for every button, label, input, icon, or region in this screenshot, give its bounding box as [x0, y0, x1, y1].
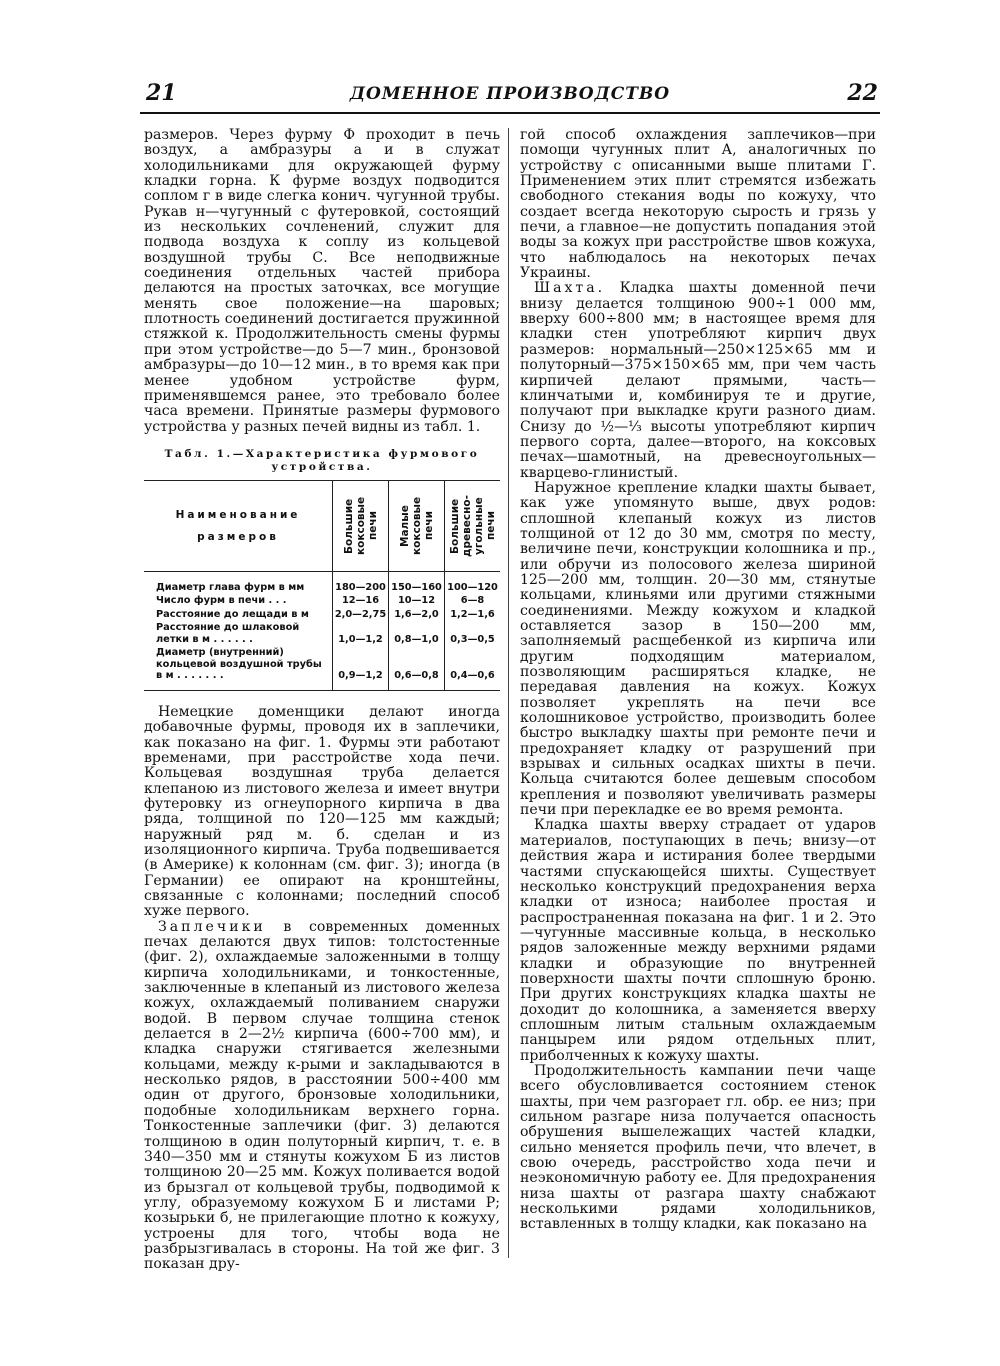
row-label: Число фурм в печи . . .: [156, 595, 287, 607]
paragraph-text: Кладка шахты доменной печи внизу делается толщиною 900÷1 000 мм, вверху 600÷800 мм; в настоящее время для кладки стен употребляют кирпич двух размеров: нормальный—250×125×65 мм и полуторный—375×150×65 мм, при чем часть кирпичей делают прямыми, часть—клинчатыми и, комбинируя те и другие, получают при выкладке круги разного диам. Снизу до ½—⅓ высоты употребляют кирпич первого сорта, далее—второго, на коксовых печах—шамотный, на древесноугольных—кварцево-глинистый.: [520, 280, 876, 481]
table-cell: 1,0—1,2: [333, 621, 389, 646]
paragraph-text: в современных доменных печах делаются двух типов: толстостенные (фиг. 2), охлаждаемые заложенными в толщу кирпича холодильниками, и тонкостенные, заключенные в клепаный из листового железа кожух, охлаждаемый поливанием снаружи водой. В первом случае толщина стенок делается в 2—2½ кирпича (600÷700 мм), и кладка снаружи стягивается железными кольцами, между к-рыми и закладываются в несколько рядов, в расстоянии 500÷400 мм один от другого, бронзовые холодильники, подобные холодильникам верхнего горна. Тонкостенные заплечики (фиг. 3) делаются толщиною в один полуторный кирпич, т. е. в 340—350 мм и стянуты кожухом Б из листов толщиною 20—25 мм. Кожух поливается водой из брызгал от кольцевой трубы, подводимой к углу, образуемому кожухом Б и листами Р; козырьки б, не прилегающие плотно к кожуху, устроены для того, чтобы вода не разбрызгивалась в стороны. На той же фиг. 3 показан дру-: [144, 918, 500, 1273]
table-cell: 150—160: [389, 571, 445, 594]
section-lead: Заплечики: [158, 918, 266, 935]
table-caption: Табл. 1.—Характеристика фурмового устройства.: [164, 447, 480, 473]
paragraph: Наружное крепление кладки шахты бывает, как уже упомянуто выше, двух родов: сплошной клепаный кожух из листов толщиной от 12 до 30 мм, смотря по месту, величине печи, конструкции колошника и пр., или обручи из полосового железа шириной 125—200 мм, толщин. 20—30 мм, стянутые кольцами, клиньями или другими стяжными соединениями. Между кожухом и кладкой оставляется зазор в 150—200 мм, заполняемый расщебенкой из кирпича или другим подходящим материалом, позволяющим расширяться кладке, не передавая давления на кожух. Кожух позволяет укреплять на печи все колошниковое устройство, производить более быстро выкладку шахты при ремонте печи и предохраняет кладку от разрушений при взрывах и сильных осадках шихты в печи. Кольца считаются более дешевым способом крепления и позволяют увеличивать размеры печи при перекладке ее во время ремонта.: [520, 479, 876, 819]
row-label: Диаметр глава фурм в мм: [156, 581, 305, 593]
table-cell: 0,8—1,0: [389, 621, 445, 646]
row-label: Расстояние до лещади в м: [156, 608, 309, 620]
table-cell: 6—8: [445, 594, 501, 608]
page-number-left: 21: [146, 80, 177, 106]
column-header: Большие древесно-угольные печи: [445, 480, 501, 571]
section-lead: Шахта.: [534, 280, 606, 297]
table-cell: 180—200: [333, 571, 389, 594]
paragraph: Кладка шахты вверху страдает от ударов материалов, поступающих в печь; внизу—от действия жара и истирания более твердыми частями спускающейся шихты. Существует несколько конструкций предохранения верха кладки от износа; наиболее простая и распространенная показана на фиг. 1 и 2. Это—чугунные массивные кольца, в несколько рядов заложенные между верхними рядами кладки и образующие по внутренней поверхности шахты почти сплошную броню. При других конструкциях кладка шахты не доходит до колошника, а заменяется вверху сплошным литым стальным охлаждаемым панцырем или рядом отдельных плит, приболченных к кожуху шахты.: [520, 817, 876, 1064]
table-row: [144, 621, 500, 646]
right-column: [520, 128, 876, 1233]
table-row: [144, 571, 500, 594]
row-label: Расстояние до шлаковой летки в м . . . . . .: [156, 622, 300, 645]
page-number-right: 22: [847, 80, 878, 106]
left-column: [144, 128, 500, 1273]
row-label: Диаметр (внутренний) кольцевой воздушной трубы в м . . . . . . .: [156, 647, 322, 682]
column-header: Малые коксовые печи: [389, 480, 445, 571]
paragraph: Немецкие доменщики делают иногда добавочные фурмы, проводя их в заплечики, как показано на фиг. 1. Фурмы эти работают временами, при расстройстве хода печи. Кольцевая воздушная труба делается клепаною из листового железа и имеет внутри футеровку из огнеупорного кирпича в два ряда, толщиной по 120—125 мм каждый; наружный ряд м. б. сделан и из изоляционного кирпича. Труба подвешивается (в Америке) к колоннам (см. фиг. 3); иногда (в Германии) ее опирают на кронштейны, связанные с колоннами; последний способ хуже первого.: [144, 703, 500, 920]
table-cell: 100—120: [445, 571, 501, 594]
table-row: [144, 608, 500, 622]
tuyere-table: [144, 480, 500, 691]
column-divider: [508, 128, 509, 1258]
table-cell: 1,2—1,6: [445, 608, 501, 622]
paragraph: гой способ охлаждения заплечиков—при помощи чугунных плит А, аналогичных по устройству с описанными выше плитами Г. Применением этих плит стремятся избежать свободного стекания воды по кожуху, что создает всегда некоторую сырость и грязь у печи, а главное—не допустить попадания этой воды за кожух при расстройстве швов кожуха, что наблюдалось на некоторых печах Украины.: [520, 127, 876, 282]
paragraph: размеров. Через фурму Ф проходит в печь воздух, а амбразуры а и в служат холодильниками для окружающей фурму кладки горна. К фурме воздух подводится соплом г в виде слегка конич. чугунной трубы. Рукав н—чугунный с футеровкой, состоящий из нескольких сочленений, служит для подвода воздуха к соплу из кольцевой воздушной трубы С. Все неподвижные соединения отдельных частей прибора делаются на простых заточках, все могущие менять свое положение—на шаровых; плотность соединений достигается пружинной стяжкой к. Продолжительность смены фурмы при этом устройстве—до 5—7 мин., бронзовой амбразуры—до 10—12 мин., в то время как при менее удобном устройстве фурм, применявшемся ранее, это требовало более часа времени. Принятые размеры фурмового устройства у разных печей видны из табл. 1.: [144, 127, 500, 435]
table-header-row: [144, 480, 500, 571]
table-row: [144, 646, 500, 690]
running-title: ДОМЕННОЕ ПРОИЗВОДСТВО: [349, 84, 671, 104]
table-cell: 2,0—2,75: [333, 608, 389, 622]
paragraph: [520, 281, 876, 480]
page-header: [140, 78, 880, 114]
table-row: [144, 594, 500, 608]
table-cell: 0,4—0,6: [445, 646, 501, 690]
table-cell: 10—12: [389, 594, 445, 608]
column-header-name: Наименование размеров: [144, 480, 333, 571]
paragraph: Продолжительность кампании печи чаще всего обусловливается состоянием стенок шахты, при чем разгорает гл. обр. ее низ; при сильном разгаре низа получается опасность обрушения вышележащих частей кладки, сильно меняется профиль печи, что влечет, в свою очередь, расстройство хода печи и неэкономичную работу ее. Для предохранения низа шахты от разгара шахту снабжают несколькими рядами холодильников, вставленных в толщу кладки, как показано на: [520, 1062, 876, 1233]
table-cell: 1,6—2,0: [389, 608, 445, 622]
table-cell: 0,6—0,8: [389, 646, 445, 690]
column-header: Большие коксовые печи: [333, 480, 389, 571]
paragraph: [144, 920, 500, 1273]
table-cell: 0,3—0,5: [445, 621, 501, 646]
table-cell: 0,9—1,2: [333, 646, 389, 690]
table-cell: 12—16: [333, 594, 389, 608]
